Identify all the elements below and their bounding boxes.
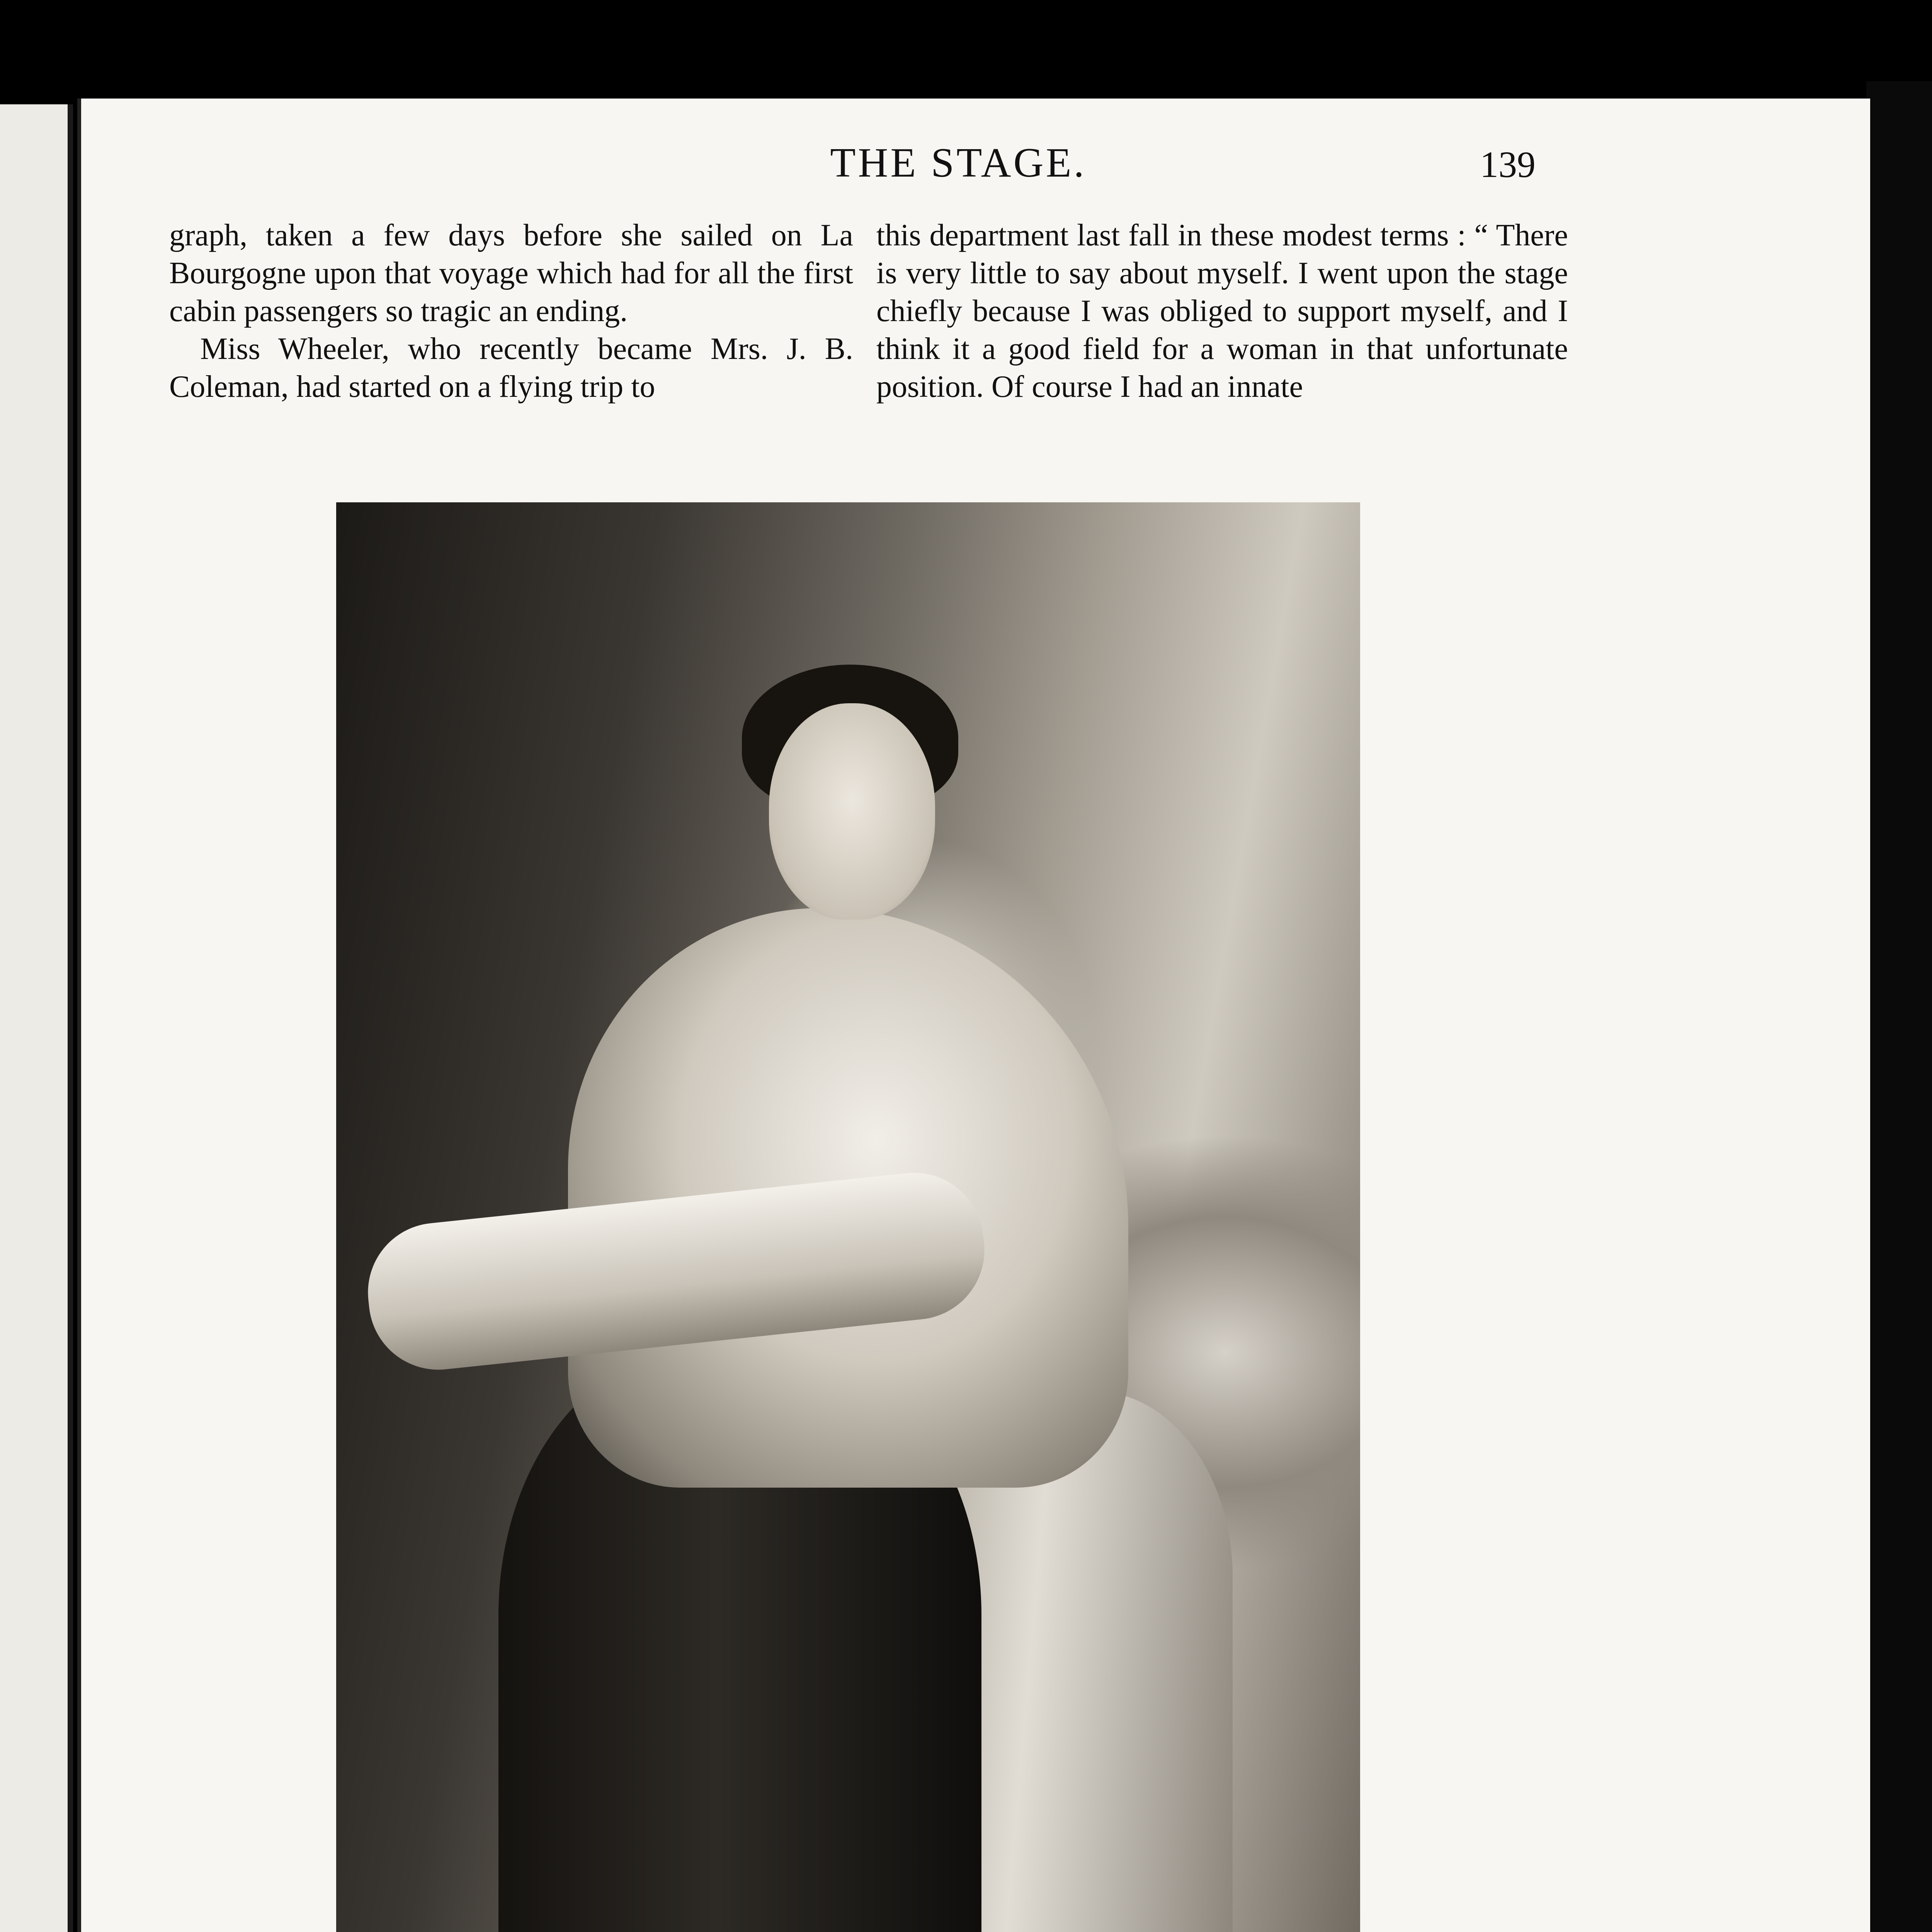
page-number: 139 xyxy=(1480,144,1536,185)
running-header: THE STAGE. xyxy=(830,140,1087,186)
paragraph: graph, taken a few days before she sailed on La Bourgogne upon that voyage which had for all the first cabin passengers so tragic an ending. xyxy=(169,218,853,328)
top-left-column xyxy=(169,216,853,406)
photo-face xyxy=(769,703,935,920)
previous-page-edge xyxy=(0,104,73,1932)
scan-border xyxy=(1866,81,1932,1932)
portrait-photo xyxy=(336,502,1360,1932)
paragraph: this department last fall in these modest terms : “ There is very little to say about myself. I went upon the stage chiefly because I was obliged to support myself, and I think it a good field for a woman in that unfortunate position. Of course I had an innate xyxy=(876,218,1568,404)
paragraph: Miss Wheeler, who recently became Mrs. J. B. Coleman, had started on a flying trip to xyxy=(169,332,853,404)
top-right-column xyxy=(876,216,1568,406)
